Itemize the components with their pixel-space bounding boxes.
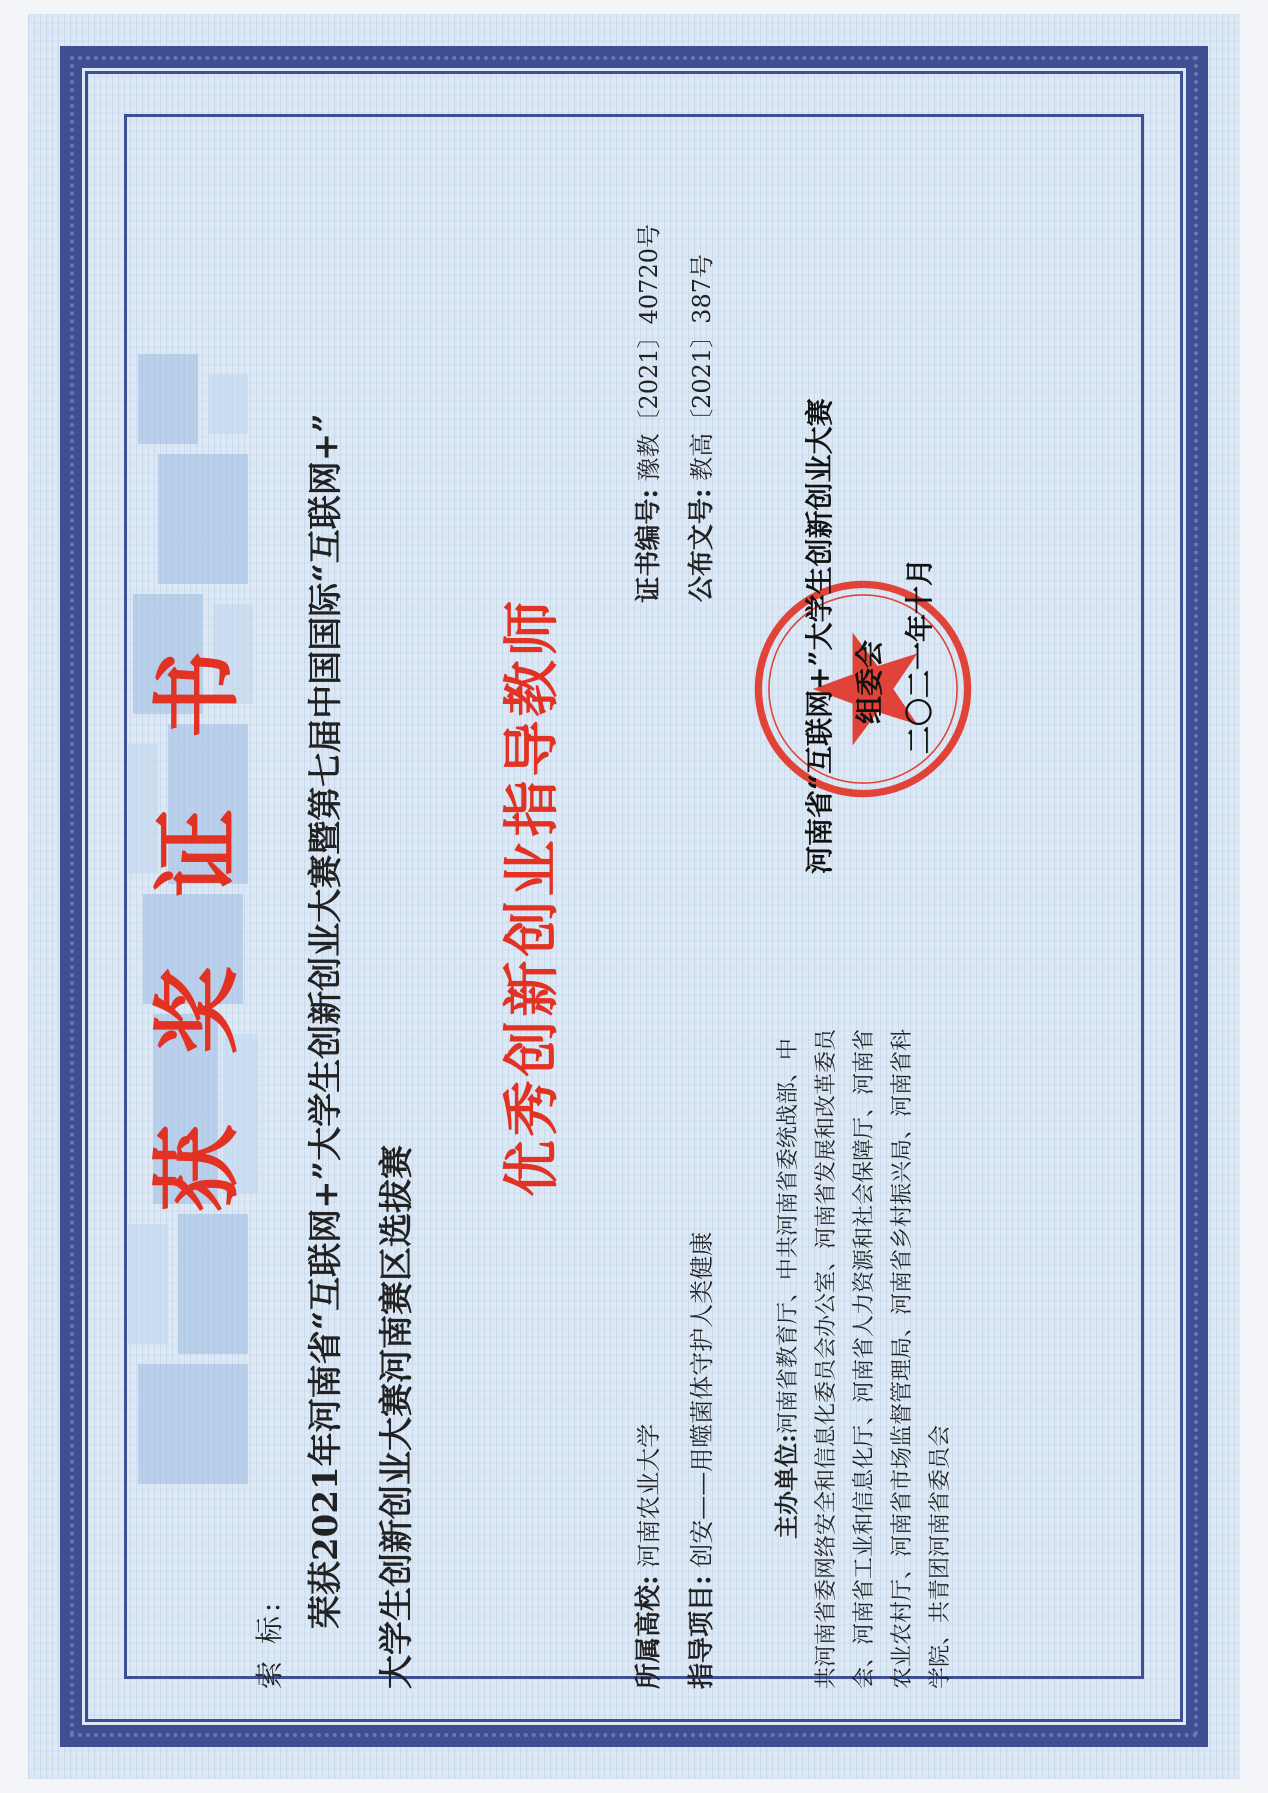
award-line-1: 荣获2021年河南省“互联网+”大学生创新创业大赛暨第七届中国国际“互联网+” bbox=[306, 413, 346, 1629]
issue-date: 二〇二一年十月 bbox=[903, 557, 936, 754]
pub-no-label: 公布文号: bbox=[687, 488, 717, 603]
project-label: 指导项目: bbox=[687, 1575, 717, 1689]
issuer-name: 河南省“互联网+”大学生创新创业大赛 bbox=[803, 398, 836, 874]
host-text: 河南省教育厅、中共河南省委统战部、中共河南省委网络安全和信息化委员会办公室、河南省发展和改革委员会、河南省工业和信息化厅、河南省人力资源和社会保障厅、河南省农业农村厅、河南省市场监督管理局、河南省乡村振兴局、河南省科学院、共青团河南省委员会 bbox=[776, 1028, 953, 1689]
project-row bbox=[681, 1232, 718, 1689]
issuer-block bbox=[768, 154, 960, 874]
cert-no-label: 证书编号: bbox=[634, 489, 664, 603]
project-value: 创安——用噬菌体守护人类健康 bbox=[688, 1231, 716, 1568]
pub-no-value: 教高〔2021〕387号 bbox=[688, 254, 716, 481]
certificate-content bbox=[28, 14, 1240, 1779]
pub-no-row bbox=[681, 254, 718, 602]
school-row bbox=[628, 1424, 665, 1689]
cert-no-value: 豫教〔2021〕40720号 bbox=[635, 224, 663, 482]
cert-no-row bbox=[628, 224, 665, 603]
award-line-2: 大学生创新创业大赛河南赛区选拔赛 bbox=[377, 1145, 417, 1689]
host-block bbox=[768, 1029, 960, 1689]
school-label: 所属高校: bbox=[634, 1575, 664, 1689]
honor-title: 优秀创新创业指导教师 bbox=[499, 596, 565, 1197]
certificate-title: 获奖证书 bbox=[145, 580, 249, 1213]
host-label: 主办单位: bbox=[772, 1434, 801, 1539]
school-value: 河南农业大学 bbox=[635, 1423, 663, 1568]
issuer-committee: 组委会 bbox=[853, 639, 886, 724]
recipient-label: 索 标: bbox=[253, 1598, 286, 1689]
certificate-sheet bbox=[28, 14, 1240, 1779]
